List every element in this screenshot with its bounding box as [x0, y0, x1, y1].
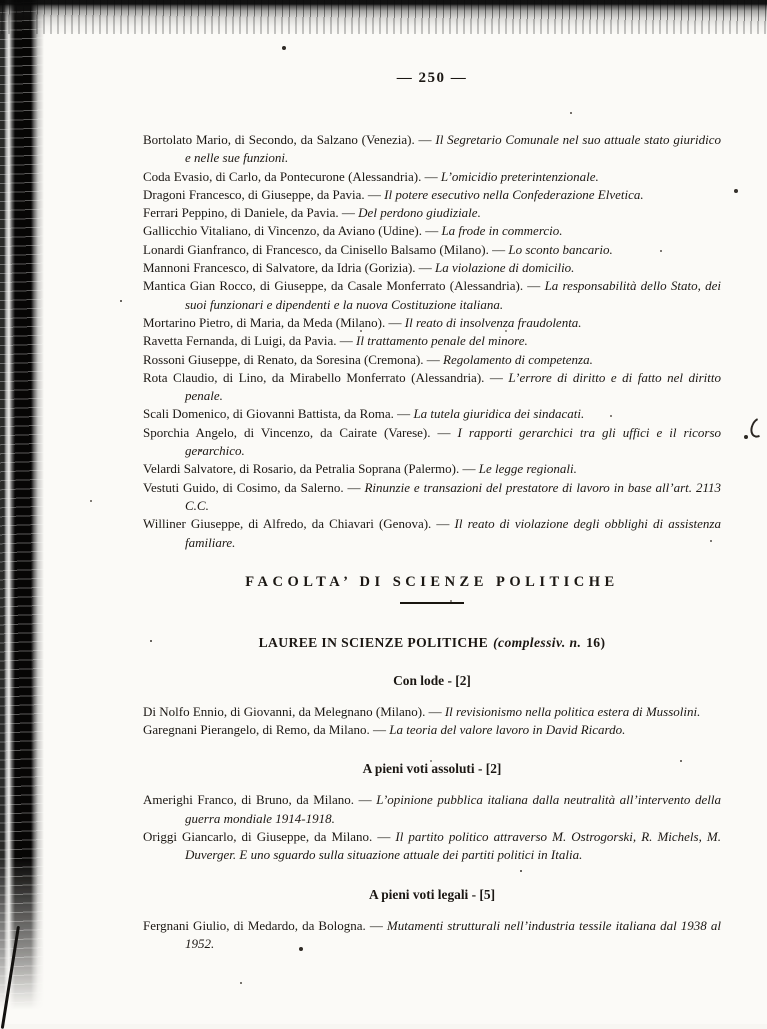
graduate-list-pieni-voti-assoluti [143, 791, 721, 864]
graduate-entry [143, 241, 721, 259]
subsection-label-pieni-voti-legali: A pieni voti legali - [5] [368, 886, 496, 902]
degree-heading-note: (complessiv. n. [493, 634, 582, 650]
graduate-list-pieni-voti-legali [143, 917, 721, 954]
graduate-name: Sporchia Angelo, di Vincenzo, da Cairate (Varese). — [143, 424, 458, 440]
graduate-name: Bortolato Mario, di Secondo, da Salzano (Venezia). — [143, 132, 436, 147]
graduate-name: Mantica Gian Rocco, di Giuseppe, da Casale Monferrato (Alessandria). — [143, 278, 545, 294]
thesis-title: Il revisionismo nella politica estera di Mussolini. [444, 703, 701, 719]
thesis-title: Il reato di insolvenza fraudolenta. [404, 314, 582, 330]
graduate-entry [143, 222, 721, 240]
graduate-name: Velardi Salvatore, di Rosario, da Petralia Soprana (Palermo). — [143, 461, 479, 477]
thesis-title: La tutela giuridica dei sindacati. [413, 406, 585, 422]
subsection-label-con-lode: Con lode - [2] [393, 672, 471, 688]
thesis-title: Lo sconto bancario. [508, 241, 613, 257]
thesis-title: La responsabilità dello Stato, dei suoi funzionari e dipendenti e la nuova Costituzione italiana. [185, 278, 722, 312]
graduate-name: Gallicchio Vitaliano, di Vincenzo, da Aviano (Udine). — [143, 223, 442, 239]
graduate-name: Coda Evasio, di Carlo, da Pontecurone (Alessandria). — [143, 168, 441, 184]
graduate-entry [143, 460, 721, 478]
graduate-name: Rossoni Giuseppe, di Renato, da Soresina (Cremona). — [143, 351, 444, 367]
graduate-name: Mannoni Francesco, di Salvatore, da Idria (Gorizia). — [143, 260, 436, 276]
graduate-entry [143, 277, 721, 314]
graduate-entry [143, 791, 721, 828]
graduate-entry [143, 314, 721, 332]
page-content [143, 70, 721, 953]
graduate-name: Rota Claudio, di Lino, da Mirabello Monferrato (Alessandria). — [143, 369, 509, 385]
graduate-entry [143, 259, 721, 277]
thesis-title: Il reato di violazione degli obblighi di assistenza familiare. [185, 516, 721, 550]
thesis-title: L’omicidio preterintenzionale. [440, 168, 599, 184]
graduate-name: Ferrari Peppino, di Daniele, da Pavia. — [143, 205, 359, 221]
graduate-list-con-lode [143, 703, 721, 740]
graduate-name: Amerighi Franco, di Bruno, da Milano. — [143, 792, 377, 808]
graduate-entry [143, 721, 721, 739]
thesis-title: Il trattamento penale del minore. [356, 333, 528, 349]
degree-heading [143, 635, 721, 651]
graduate-entry [143, 369, 721, 406]
graduate-name: Origgi Giancarlo, di Giuseppe, da Milano. — [143, 829, 396, 845]
graduate-entry [143, 479, 721, 516]
graduate-entry [143, 917, 721, 954]
graduate-entry [143, 186, 721, 204]
graduate-name: Di Nolfo Ennio, di Giovanni, da Melegnano (Milano). — [143, 703, 445, 719]
degree-heading-count: 16) [586, 634, 606, 650]
degree-heading-main: LAUREE IN SCIENZE POLITICHE [258, 634, 489, 650]
scan-edge-top [0, 0, 767, 34]
heading-rule [400, 602, 464, 604]
graduate-name: Dragoni Francesco, di Giuseppe, da Pavia. — [143, 186, 385, 202]
graduate-name: Lonardi Gianfranco, di Francesco, da Cinisello Balsamo (Milano). — [143, 241, 509, 257]
graduate-entry [143, 332, 721, 350]
graduate-entry [143, 351, 721, 369]
graduate-entry [143, 828, 721, 865]
thesis-title: Rinunzie e transazioni del prestatore di lavoro in base all’art. 2113 C.C. [185, 479, 721, 513]
faculty-heading: FACOLTA’ DI SCIENZE POLITICHE [245, 573, 619, 590]
graduate-entry [143, 204, 721, 222]
graduate-entry [143, 703, 721, 721]
graduate-entry [143, 405, 721, 423]
thesis-title: La teoria del valore lavoro in David Ricardo. [389, 722, 626, 738]
thesis-title: L’errore di diritto e di fatto nel diritto penale. [185, 369, 721, 404]
thesis-title: Del perdono giudiziale. [358, 205, 481, 221]
thesis-title: L’opinione pubblica italiana dalla neutralità all’intervento della guerra mondiale 1914-1918. [185, 792, 722, 826]
graduate-entry [143, 168, 721, 186]
thesis-title: I rapporti gerarchici tra gli uffici e il ricorso gerarchico. [185, 424, 721, 459]
graduate-name: Fergnani Giulio, di Medardo, da Bologna. — [143, 917, 387, 933]
graduate-name: Vestuti Guido, di Cosimo, da Salerno. — [143, 479, 365, 495]
scan-ink-mark [747, 415, 767, 440]
thesis-title: La frode in commercio. [441, 223, 563, 239]
graduate-name: Garegnani Pierangelo, di Remo, da Milano. — [143, 722, 390, 738]
thesis-title: Mutamenti strutturali nell’industria tessile italiana dal 1938 al 1952. [185, 917, 722, 951]
thesis-title: Il potere esecutivo nella Confederazione Elvetica. [384, 186, 644, 202]
graduate-name: Williner Giuseppe, di Alfredo, da Chiavari (Genova). — [143, 516, 455, 532]
page-number: — 250 — [396, 70, 468, 86]
subsection-label-pieni-voti-assoluti: A pieni voti assoluti - [2] [362, 761, 502, 777]
thesis-title: Il partito politico attraverso M. Ostrogorski, R. Michels, M. Duverger. E uno sguardo sulla situazione attuale dei partiti politici in Italia. [185, 829, 721, 863]
graduate-name: Ravetta Fernanda, di Luigi, da Pavia. — [143, 333, 357, 349]
graduate-entry [143, 131, 721, 168]
thesis-title: Le legge regionali. [478, 461, 577, 477]
graduate-list-jurisprudence [143, 131, 721, 552]
thesis-title: Regolamento di competenza. [443, 351, 593, 367]
thesis-title: La violazione di domicilio. [435, 260, 575, 276]
thesis-title: Il Segretario Comunale nel suo attuale stato giuridico e nelle sue funzioni. [185, 132, 721, 166]
graduate-entry [143, 424, 721, 461]
graduate-name: Scali Domenico, di Giovanni Battista, da Roma. — [143, 406, 414, 422]
graduate-entry [143, 515, 721, 552]
graduate-name: Mortarino Pietro, di Maria, da Meda (Milano). — [143, 314, 405, 330]
scan-edge-left [0, 0, 44, 1010]
